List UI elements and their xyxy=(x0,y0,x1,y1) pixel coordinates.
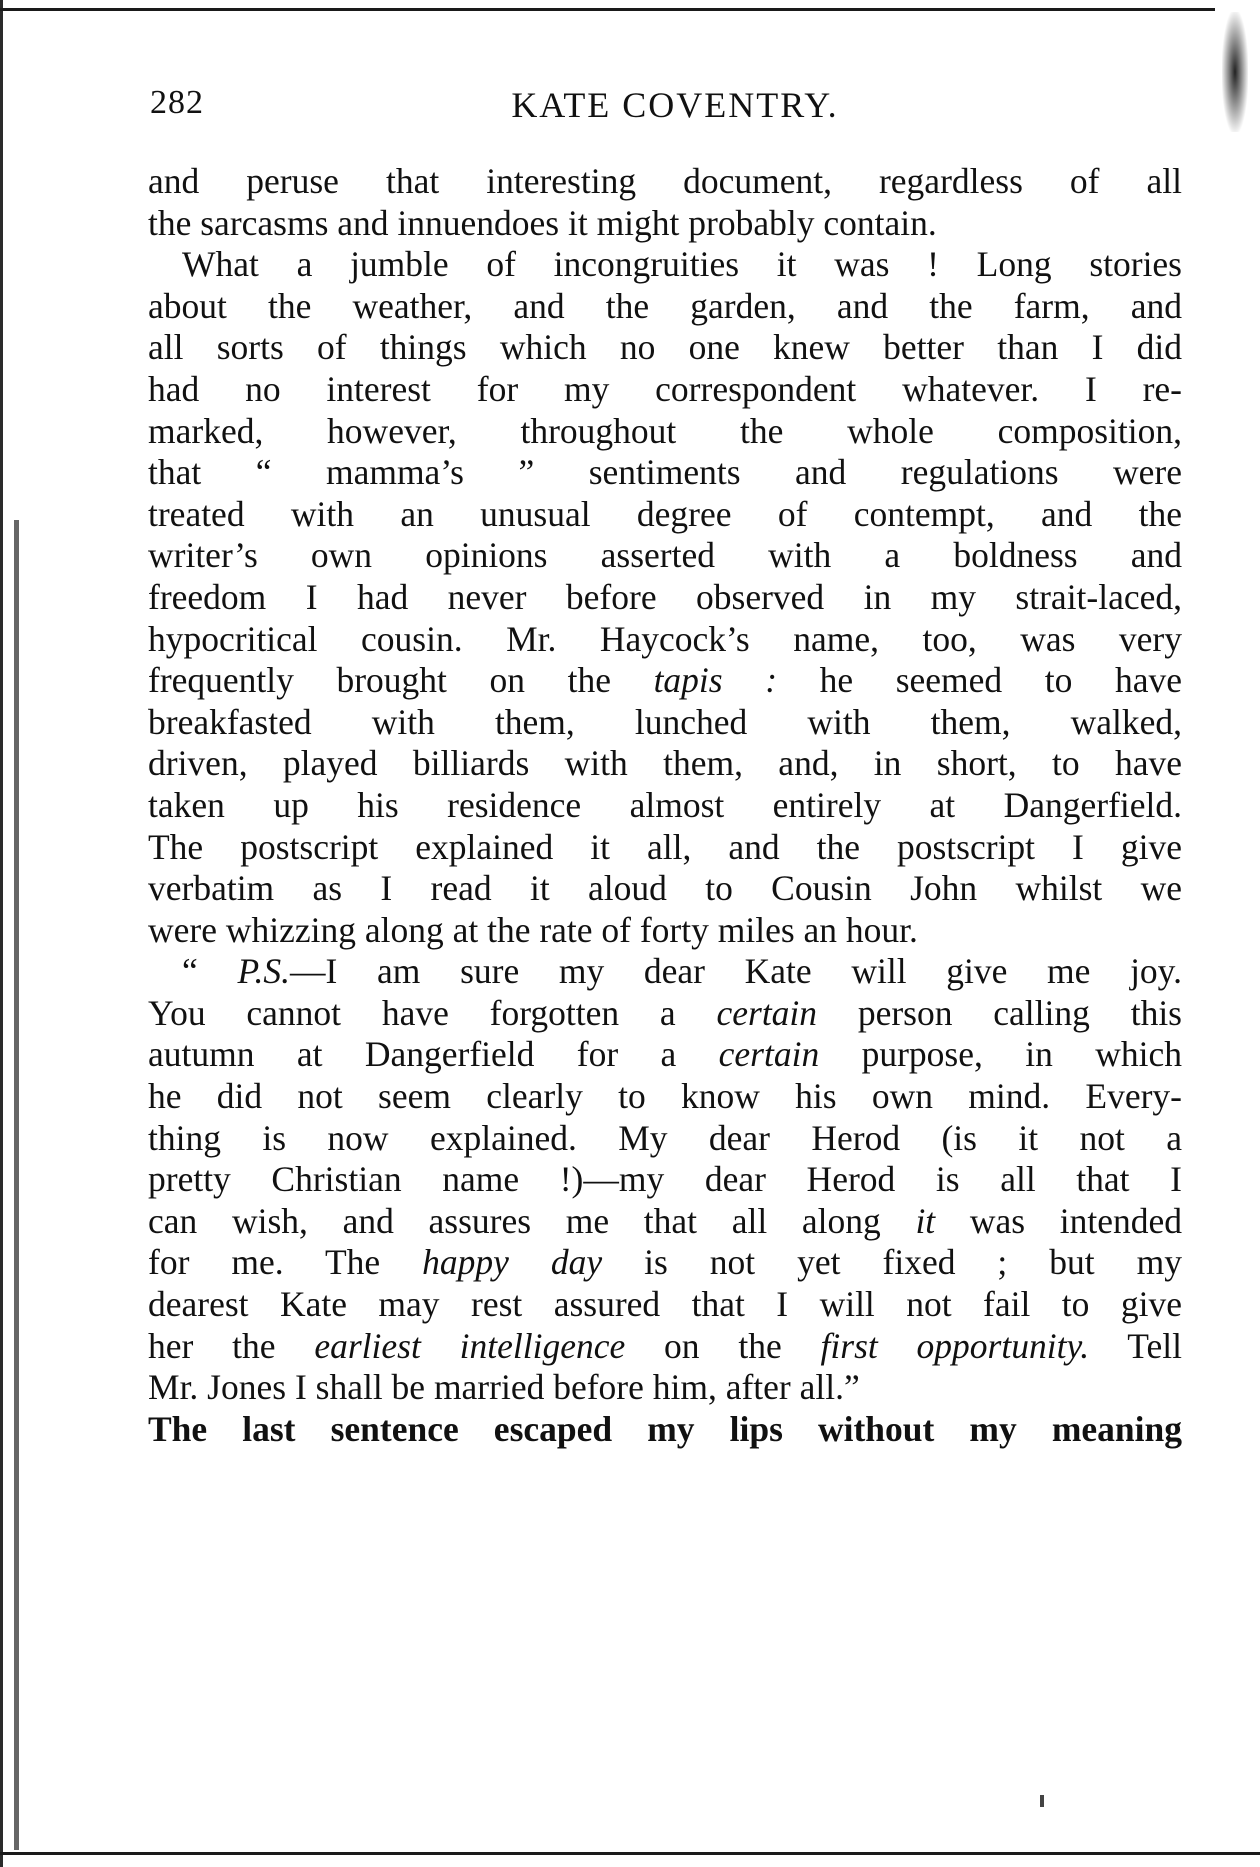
text-line: autumn at Dangerfield for a certain purpose, in which xyxy=(148,1034,1183,1075)
text-line: treated with an unusual degree of contempt, and the xyxy=(148,493,1182,534)
scan-smudge xyxy=(1222,12,1248,132)
text-line: verbatim as I read it aloud to Cousin John whilst we xyxy=(148,868,1182,909)
text-line: taken up his residence almost entirely at Dangerfield. xyxy=(148,784,1182,825)
text-line: can wish, and assures me that all along it was intended xyxy=(148,1200,1182,1241)
text-line: and peruse that interesting document, regardless of all xyxy=(148,161,1182,201)
text-line: marked, however, throughout the whole composition, xyxy=(148,410,1182,451)
text-line: The last sentence escaped my lips without my meaning xyxy=(148,1408,1182,1449)
text-line: pretty Christian name !)—my dear Herod is all that I xyxy=(148,1159,1182,1200)
text-line: freedom I had never before observed in my strait-laced, xyxy=(148,576,1182,617)
text-line: hypocritical cousin. Mr. Haycock’s name, too, was very xyxy=(148,618,1182,659)
text-line: You cannot have forgotten a certain person calling this xyxy=(148,992,1182,1033)
text-line: he did not seem clearly to know his own mind. Every- xyxy=(148,1076,1182,1117)
text-line: “ P.S.—I am sure my dear Kate will give me joy. xyxy=(182,951,1182,992)
text-line: were whizzing along at the rate of forty miles an hour. xyxy=(148,909,918,950)
running-title: KATE COVENTRY. xyxy=(511,85,839,125)
text-line: frequently brought on the tapis : he seemed to have xyxy=(148,660,1182,701)
text-line: writer’s own opinions asserted with a boldness and xyxy=(148,535,1182,576)
text-line: had no interest for my correspondent whatever. I re- xyxy=(148,368,1182,409)
text-line: What a jumble of incongruities it was ! Long stories xyxy=(182,244,1182,285)
text-line: dearest Kate may rest assured that I will not fail to give xyxy=(148,1284,1182,1325)
page-header xyxy=(150,84,1180,144)
scan-speck xyxy=(1040,1795,1044,1807)
binding-shadow xyxy=(14,520,19,1850)
text-line: about the weather, and the garden, and the farm, and xyxy=(148,285,1182,326)
top-border-rule xyxy=(0,8,1215,11)
text-line: thing is now explained. My dear Herod (is it not a xyxy=(148,1117,1182,1158)
text-line: Mr. Jones I shall be married before him, after all.” xyxy=(148,1367,860,1408)
text-line: for me. The happy day is not yet fixed ; but my xyxy=(148,1242,1182,1283)
text-line: her the earliest intelligence on the first opportunity. Tell xyxy=(148,1325,1182,1366)
body-text xyxy=(148,161,1182,1450)
page-left-edge xyxy=(0,0,3,1867)
page-number: 282 xyxy=(150,84,204,121)
text-line: that “ mamma’s ” sentiments and regulations were xyxy=(148,452,1182,493)
text-line: all sorts of things which no one knew better than I did xyxy=(148,327,1182,368)
text-line: driven, played billiards with them, and, in short, to have xyxy=(148,743,1182,784)
text-line: the sarcasms and innuendoes it might probably contain. xyxy=(148,202,937,243)
text-line: breakfasted with them, lunched with them, walked, xyxy=(148,701,1182,742)
bottom-border-rule xyxy=(0,1852,1260,1855)
text-line: The postscript explained it all, and the postscript I give xyxy=(148,826,1182,867)
